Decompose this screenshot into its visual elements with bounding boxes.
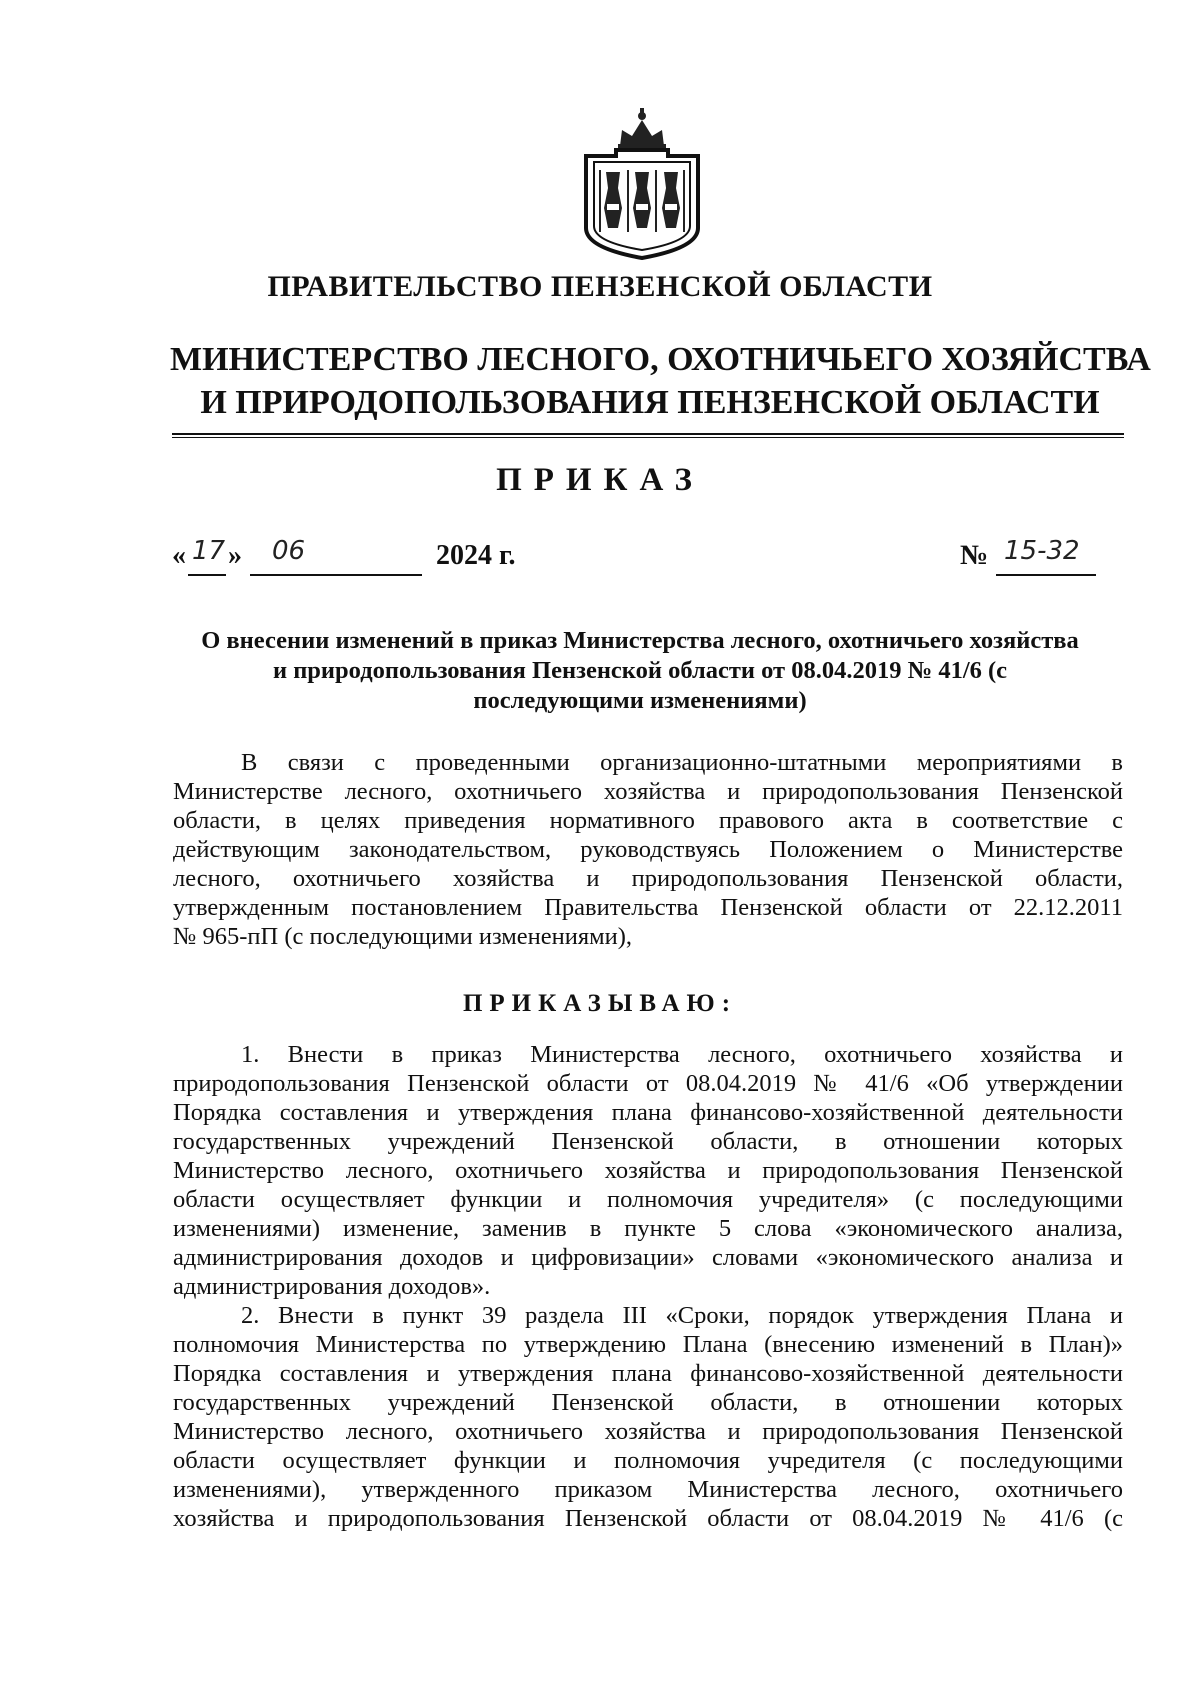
ministry-title-line: И ПРИРОДОПОЛЬЗОВАНИЯ ПЕНЗЕНСКОЙ ОБЛАСТИ xyxy=(200,384,1100,421)
month-underline xyxy=(250,574,422,576)
date-open-quote: « xyxy=(172,540,186,571)
header-divider-thin xyxy=(172,437,1124,438)
item-2-line: изменениями), утвержденного приказом Министерства лесного, охотничьего xyxy=(173,1476,1123,1503)
preamble-line: № 965-пП (с последующими изменениями), xyxy=(173,923,633,950)
item-1-line: изменениями) изменение, заменив в пункте 5 слова «экономического анализа, xyxy=(173,1215,1123,1242)
item-1-line: государственных учреждений Пензенской области, в отношении которых xyxy=(173,1128,1123,1155)
item-2-line: 2. Внести в пункт 39 раздела III «Сроки, порядок утверждения Плана и xyxy=(241,1302,1123,1329)
item-1-line: 1. Внести в приказ Министерства лесного, охотничьего хозяйства и xyxy=(241,1041,1123,1068)
subject-line: О внесении изменений в приказ Министерства лесного, охотничьего хозяйства xyxy=(201,627,1079,654)
item-2-line: полномочия Министерства по утверждению Плана (внесению изменений в План)» xyxy=(173,1331,1123,1358)
day-underline xyxy=(188,574,226,576)
preamble-line: утвержденным постановлением Правительства Пензенской области от 22.12.2011 xyxy=(173,894,1123,921)
item-2-line: Порядка составления и утверждения плана финансово-хозяйственной деятельности xyxy=(173,1360,1123,1387)
preamble-line: лесного, охотничьего хозяйства и природопользования Пензенской области, xyxy=(173,865,1123,892)
item-1-line: администрирования доходов». xyxy=(173,1273,491,1300)
subject-line: и природопользования Пензенской области от 08.04.2019 № 41/6 (с xyxy=(272,657,1008,684)
order-item-2 xyxy=(173,1301,1123,1533)
preamble-line: В связи с проведенными организационно-штатными мероприятиями в xyxy=(241,749,1123,776)
government-title: ПРАВИТЕЛЬСТВО ПЕНЗЕНСКОЙ ОБЛАСТИ xyxy=(267,270,933,303)
order-word-heading: ПРИКАЗЫВАЮ: xyxy=(462,990,738,1017)
preamble-line: области, в целях приведения нормативного правового акта в соответствие с xyxy=(173,807,1123,834)
document-number: 15-32 xyxy=(1004,536,1080,566)
ministry-title xyxy=(170,338,1151,424)
preamble-line: действующим законодательством, руководствуясь Положением о Министерстве xyxy=(173,836,1123,863)
item-2-line: государственных учреждений Пензенской области, в отношении которых xyxy=(173,1389,1123,1416)
item-2-line: области осуществляет функции и полномочия учредителя (с последующими xyxy=(173,1447,1123,1474)
item-2-line: Министерство лесного, охотничьего хозяйства и природопользования Пензенской xyxy=(173,1418,1123,1445)
subject-line: последующими изменениями) xyxy=(473,687,807,714)
date-year: 2024 г. xyxy=(436,540,516,571)
number-label: № xyxy=(960,540,989,571)
item-1-line: области осуществляет функции и полномочия учредителя» (с последующими xyxy=(173,1186,1123,1213)
item-1-line: природопользования Пензенской области от 08.04.2019 № 41/6 «Об утверждении xyxy=(173,1070,1123,1097)
item-1-line: администрирования доходов и цифровизации» словами «экономического анализа и xyxy=(173,1244,1123,1271)
preamble-line: Министерстве лесного, охотничьего хозяйства и природопользования Пензенской xyxy=(173,778,1123,805)
date-month: 06 xyxy=(272,536,306,566)
ministry-title-line: МИНИСТЕРСТВО ЛЕСНОГО, ОХОТНИЧЬЕГО ХОЗЯЙСТВА xyxy=(170,341,1151,378)
number-underline xyxy=(996,574,1096,576)
item-1-line: Порядка составления и утверждения плана финансово-хозяйственной деятельности xyxy=(173,1099,1123,1126)
header-divider xyxy=(172,433,1124,435)
document-type-heading: ПРИКАЗ xyxy=(496,462,704,498)
date-close-quote: » xyxy=(228,540,242,571)
item-1-line: Министерство лесного, охотничьего хозяйства и природопользования Пензенской xyxy=(173,1157,1123,1184)
document-subject xyxy=(150,626,1130,716)
order-item-1 xyxy=(173,1040,1123,1301)
date-day: 17 xyxy=(192,536,226,566)
date-number-row xyxy=(172,536,1124,580)
preamble-paragraph xyxy=(173,748,1123,951)
coat-of-arms-icon xyxy=(576,108,708,260)
item-2-line: хозяйства и природопользования Пензенской области от 08.04.2019 № 41/6 (с xyxy=(173,1505,1123,1532)
